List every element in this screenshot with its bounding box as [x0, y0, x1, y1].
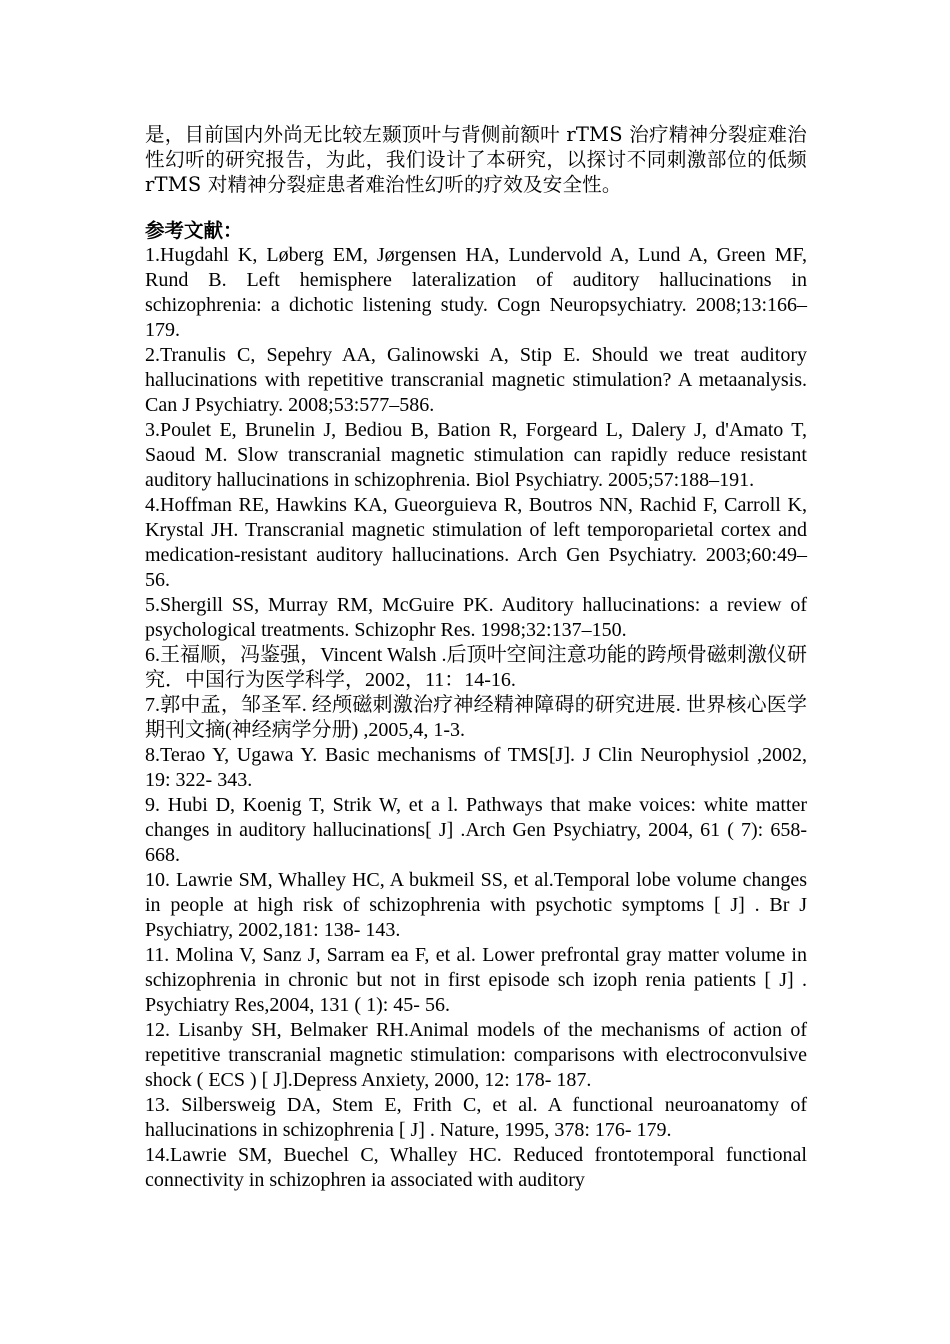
reference-item: 14.Lawrie SM, Buechel C, Whalley HC. Reduced frontotemporal functional connectivity in schizophren ia associated with auditory: [145, 1144, 807, 1191]
reference-item: 12. Lisanby SH, Belmaker RH.Animal models of the mechanisms of action of repetitive transcranial magnetic stimulation: comparisons with electroconvulsive shock ( ECS ) [ J].Depress Anxiety, 2000, 12: 178- 187.: [145, 1019, 807, 1091]
reference-item: 4.Hoffman RE, Hawkins KA, Gueorguieva R, Boutros NN, Rachid F, Carroll K, Krystal JH. Transcranial magnetic stimulation of left temporoparietal cortex and medication-resistant auditory hallucinations. Arch Gen Psychiatry. 2003;60:49–56.: [145, 494, 807, 591]
reference-item: 11. Molina V, Sanz J, Sarram ea F, et al. Lower prefrontal gray matter volume in schizophrenia in chronic but not in first episode sch izoph renia patients [ J] . Psychiatry Res,2004, 131 ( 1): 45- 56.: [145, 944, 807, 1016]
reference-item: 1.Hugdahl K, Løberg EM, Jørgensen HA, Lundervold A, Lund A, Green MF, Rund B. Left hemisphere lateralization of auditory hallucinations in schizophrenia: a dichotic listening study. Cogn Neuropsychiatry. 2008;13:166–179.: [145, 244, 807, 341]
reference-item: 10. Lawrie SM, Whalley HC, A bukmeil SS, et al.Temporal lobe volume changes in people at high risk of schizophrenia with psychotic symptoms [ J] . Br J Psychiatry, 2002,181: 138- 143.: [145, 869, 807, 941]
reference-item: 7.郭中孟，邹圣军. 经颅磁刺激治疗神经精神障碍的研究进展. 世界核心医学期刊文摘(神经病学分册) ,2005,4, 1-3.: [145, 694, 807, 741]
reference-item: 13. Silbersweig DA, Stem E, Frith C, et al. A functional neuroanatomy of hallucinations in schizophrenia [ J] . Nature, 1995, 378: 176- 179.: [145, 1094, 807, 1141]
reference-item: 9. Hubi D, Koenig T, Strik W, et a l. Pathways that make voices: white matter changes in auditory hallucinations[ J] .Arch Gen Psychiatry, 2004, 61 ( 7): 658- 668.: [145, 794, 807, 866]
intro-paragraph: 是，目前国内外尚无比较左颞顶叶与背侧前额叶 rTMS 治疗精神分裂症难治性幻听的研究报告，为此，我们设计了本研究，以探讨不同刺激部位的低频 rTMS 对精神分裂症患者难治性幻听的疗效及安全性。: [145, 123, 807, 196]
reference-item: 8.Terao Y, Ugawa Y. Basic mechanisms of TMS[J]. J Clin Neurophysiol ,2002, 19: 322- 343.: [145, 744, 807, 791]
references-heading: 参考文献：: [145, 219, 243, 242]
document-page: [145, 122, 807, 1193]
reference-list: [145, 243, 807, 1193]
reference-item: 3.Poulet E, Brunelin J, Bediou B, Bation R, Forgeard L, Dalery J, d'Amato T, Saoud M. Slow transcranial magnetic stimulation can rapidly reduce resistant auditory hallucinations in schizophrenia. Biol Psychiatry. 2005;57:188–191.: [145, 419, 807, 491]
reference-item: 5.Shergill SS, Murray RM, McGuire PK. Auditory hallucinations: a review of psychological treatments. Schizophr Res. 1998;32:137–150.: [145, 594, 807, 641]
reference-item: 6.王福顺，冯鉴强，Vincent Walsh .后顶叶空间注意功能的跨颅骨磁刺激仪研究．中国行为医学科学，2002，11：14-16.: [145, 644, 807, 691]
reference-item: 2.Tranulis C, Sepehry AA, Galinowski A, Stip E. Should we treat auditory hallucinations with repetitive transcranial magnetic stimulation? A metaanalysis. Can J Psychiatry. 2008;53:577–586.: [145, 344, 807, 416]
